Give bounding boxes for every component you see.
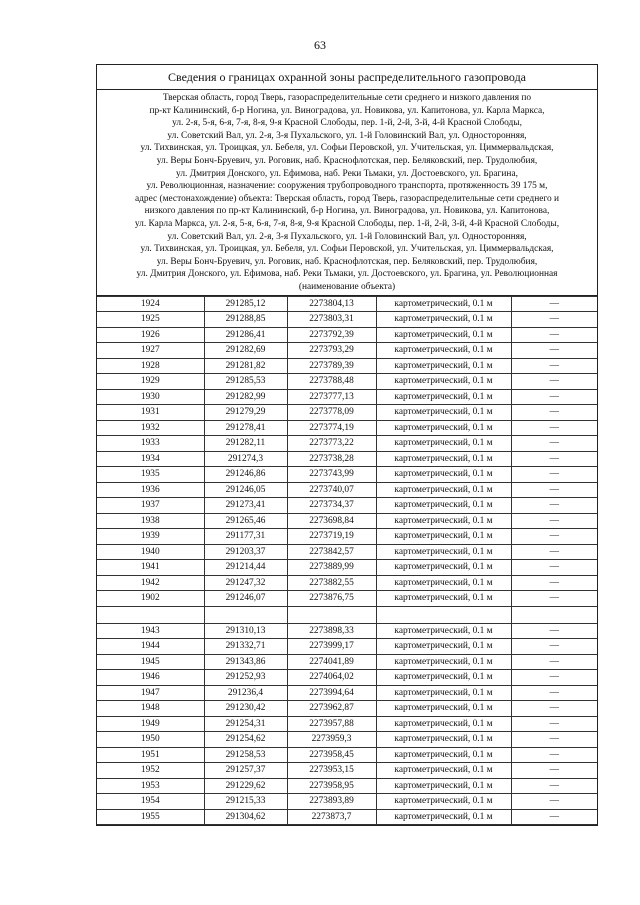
- method-cell: картометрический, 0.1 м: [376, 763, 511, 779]
- dash-cell: —: [511, 670, 597, 686]
- method-cell: картометрический, 0.1 м: [376, 529, 511, 545]
- point-number-cell: 1935: [97, 467, 204, 483]
- y-coordinate-cell: 2273882,55: [287, 575, 376, 591]
- dash-cell: —: [511, 482, 597, 498]
- point-number-cell: 1925: [97, 312, 204, 328]
- dash-cell: —: [511, 405, 597, 421]
- y-coordinate-cell: 2273774,19: [287, 420, 376, 436]
- table-row: [97, 747, 597, 763]
- point-number-cell: 1902: [97, 591, 204, 607]
- y-coordinate-cell: 2273734,37: [287, 498, 376, 514]
- x-coordinate-cell: 291282,69: [204, 343, 287, 359]
- table-row: [97, 405, 597, 421]
- description-line: ул. Тихвинская, ул. Троицкая, ул. Бебеля, ул. Софьи Перовской, ул. Учительская, ул. Циммервальдская,: [140, 143, 554, 154]
- x-coordinate-cell: 291285,53: [204, 374, 287, 390]
- x-coordinate-cell: 291247,32: [204, 575, 287, 591]
- y-coordinate-cell: 2274064,02: [287, 670, 376, 686]
- dash-cell: —: [511, 343, 597, 359]
- x-coordinate-cell: 291229,62: [204, 778, 287, 794]
- x-coordinate-cell: 291258,53: [204, 747, 287, 763]
- table-row: [97, 575, 597, 591]
- x-coordinate-cell: 291282,11: [204, 436, 287, 452]
- table-row: [97, 639, 597, 655]
- method-cell: картометрический, 0.1 м: [376, 327, 511, 343]
- dash-cell: —: [511, 685, 597, 701]
- description-line: ул. Веры Бонч-Бруевич, ул. Роговик, наб. Краснофлотская, пер. Беляковский, пер. Трудолюбия,: [156, 256, 538, 267]
- method-cell: картометрический, 0.1 м: [376, 701, 511, 717]
- point-number-cell: 1929: [97, 374, 204, 390]
- point-number-cell: 1946: [97, 670, 204, 686]
- table-row: [97, 529, 597, 545]
- x-coordinate-cell: 291254,62: [204, 732, 287, 748]
- table-row: [97, 389, 597, 405]
- table-row: [97, 343, 597, 359]
- x-coordinate-cell: 291286,41: [204, 327, 287, 343]
- dash-cell: —: [511, 763, 597, 779]
- y-coordinate-cell: 2273962,87: [287, 701, 376, 717]
- point-number-cell: 1937: [97, 498, 204, 514]
- method-cell: картометрический, 0.1 м: [376, 405, 511, 421]
- x-coordinate-cell: 291265,46: [204, 513, 287, 529]
- y-coordinate-cell: 2273793,29: [287, 343, 376, 359]
- empty-cell: [511, 606, 597, 623]
- table-row: [97, 327, 597, 343]
- point-number-cell: 1934: [97, 451, 204, 467]
- table-row: [97, 544, 597, 560]
- object-description: [97, 90, 597, 296]
- point-number-cell: 1933: [97, 436, 204, 452]
- description-line: ул. Карла Маркса, ул. 2-я, 5-я, 6-я, 7-я, 8-я, 9-я Красной Слободы, пер. 1-й, 2-й, 3-й, 4-й Красной Слободы,: [134, 218, 560, 229]
- y-coordinate-cell: 2273719,19: [287, 529, 376, 545]
- y-coordinate-cell: 2273803,31: [287, 312, 376, 328]
- table-row: [97, 606, 597, 623]
- x-coordinate-cell: 291332,71: [204, 639, 287, 655]
- y-coordinate-cell: 2273958,95: [287, 778, 376, 794]
- method-cell: картометрический, 0.1 м: [376, 513, 511, 529]
- dash-cell: —: [511, 623, 597, 639]
- x-coordinate-cell: 291252,93: [204, 670, 287, 686]
- point-number-cell: 1932: [97, 420, 204, 436]
- y-coordinate-cell: 2273957,88: [287, 716, 376, 732]
- point-number-cell: 1952: [97, 763, 204, 779]
- point-number-cell: 1930: [97, 389, 204, 405]
- point-number-cell: 1944: [97, 639, 204, 655]
- description-line: адрес (местонахождение) объекта: Тверская область, город Тверь, газораспределительные сети среднего и: [134, 193, 560, 204]
- y-coordinate-cell: 2273792,39: [287, 327, 376, 343]
- method-cell: картометрический, 0.1 м: [376, 358, 511, 374]
- table-row: [97, 685, 597, 701]
- table-row: [97, 560, 597, 576]
- y-coordinate-cell: 2273777,13: [287, 389, 376, 405]
- method-cell: картометрический, 0.1 м: [376, 747, 511, 763]
- empty-cell: [204, 606, 287, 623]
- x-coordinate-cell: 291274,3: [204, 451, 287, 467]
- dash-cell: —: [511, 809, 597, 825]
- method-cell: картометрический, 0.1 м: [376, 778, 511, 794]
- y-coordinate-cell: 2273893,89: [287, 794, 376, 810]
- point-number-cell: 1953: [97, 778, 204, 794]
- empty-cell: [376, 606, 511, 623]
- dash-cell: —: [511, 654, 597, 670]
- description-line: ул. Тихвинская, ул. Троицкая, ул. Бебеля, ул. Софьи Перовской, ул. Учительская, ул. Циммервальдская,: [140, 244, 554, 255]
- table-row: [97, 482, 597, 498]
- point-number-cell: 1948: [97, 701, 204, 717]
- x-coordinate-cell: 291343,86: [204, 654, 287, 670]
- empty-cell: [287, 606, 376, 623]
- y-coordinate-cell: 2273698,84: [287, 513, 376, 529]
- x-coordinate-cell: 291279,29: [204, 405, 287, 421]
- y-coordinate-cell: 2273773,22: [287, 436, 376, 452]
- description-line: пр-кт Калининский, б-р Ногина, ул. Виноградова, ул. Новикова, ул. Капитонова, ул. Карла Маркса,: [149, 105, 545, 116]
- table-row: [97, 358, 597, 374]
- table-row: [97, 436, 597, 452]
- y-coordinate-cell: 2273876,75: [287, 591, 376, 607]
- point-number-cell: 1947: [97, 685, 204, 701]
- table-row: [97, 701, 597, 717]
- document-frame: [96, 64, 598, 826]
- y-coordinate-cell: 2273804,13: [287, 296, 376, 312]
- method-cell: картометрический, 0.1 м: [376, 575, 511, 591]
- x-coordinate-cell: 291273,41: [204, 498, 287, 514]
- x-coordinate-cell: 291310,13: [204, 623, 287, 639]
- dash-cell: —: [511, 436, 597, 452]
- y-coordinate-cell: 2273778,09: [287, 405, 376, 421]
- x-coordinate-cell: 291282,99: [204, 389, 287, 405]
- method-cell: картометрический, 0.1 м: [376, 451, 511, 467]
- y-coordinate-cell: 2273738,28: [287, 451, 376, 467]
- method-cell: картометрический, 0.1 м: [376, 654, 511, 670]
- dash-cell: —: [511, 498, 597, 514]
- table-row: [97, 654, 597, 670]
- x-coordinate-cell: 291285,12: [204, 296, 287, 312]
- method-cell: картометрический, 0.1 м: [376, 296, 511, 312]
- method-cell: картометрический, 0.1 м: [376, 312, 511, 328]
- table-row: [97, 296, 597, 312]
- dash-cell: —: [511, 420, 597, 436]
- point-number-cell: 1927: [97, 343, 204, 359]
- dash-cell: —: [511, 327, 597, 343]
- dash-cell: —: [511, 778, 597, 794]
- table-row: [97, 420, 597, 436]
- page-number: 63: [314, 38, 326, 52]
- description-line: ул. Дмитрия Донского, ул. Ефимова, наб. Реки Тьмаки, ул. Достоевского, ул. Брагина, ул. Революционная: [136, 269, 558, 280]
- y-coordinate-cell: 2273743,99: [287, 467, 376, 483]
- object-name-caption: (наименование объекта): [298, 281, 396, 292]
- x-coordinate-cell: 291230,42: [204, 701, 287, 717]
- dash-cell: —: [511, 544, 597, 560]
- point-number-cell: 1955: [97, 809, 204, 825]
- y-coordinate-cell: 2273994,64: [287, 685, 376, 701]
- coordinates-table: [97, 296, 597, 826]
- point-number-cell: 1931: [97, 405, 204, 421]
- method-cell: картометрический, 0.1 м: [376, 498, 511, 514]
- description-line: ул. 2-я, 5-я, 6-я, 7-я, 8-я, 9-я Красной Слободы, пер. 1-й, 2-й, 3-й, 4-й Красной Слободы,: [172, 118, 522, 129]
- method-cell: картометрический, 0.1 м: [376, 670, 511, 686]
- dash-cell: —: [511, 575, 597, 591]
- dash-cell: —: [511, 716, 597, 732]
- document-title: Сведения о границах охранной зоны распределительного газопровода: [97, 65, 597, 90]
- table-row: [97, 670, 597, 686]
- description-line: ул. Советский Вал, ул. 2-я, 3-я Пухальского, ул. 1-й Головинский Вал, ул. Односторонняя,: [167, 130, 527, 141]
- x-coordinate-cell: 291177,31: [204, 529, 287, 545]
- description-line: низкого давления по пр-кт Калининский, б-р Ногина, ул. Виноградова, ул. Новикова, ул. Капитонова,: [144, 206, 550, 217]
- table-row: [97, 451, 597, 467]
- point-number-cell: 1950: [97, 732, 204, 748]
- x-coordinate-cell: 291278,41: [204, 420, 287, 436]
- x-coordinate-cell: 291203,37: [204, 544, 287, 560]
- y-coordinate-cell: 2273740,07: [287, 482, 376, 498]
- table-row: [97, 467, 597, 483]
- x-coordinate-cell: 291214,44: [204, 560, 287, 576]
- method-cell: картометрический, 0.1 м: [376, 544, 511, 560]
- table-row: [97, 732, 597, 748]
- point-number-cell: 1949: [97, 716, 204, 732]
- dash-cell: —: [511, 529, 597, 545]
- dash-cell: —: [511, 560, 597, 576]
- dash-cell: —: [511, 312, 597, 328]
- table-row: [97, 312, 597, 328]
- point-number-cell: 1942: [97, 575, 204, 591]
- point-number-cell: 1928: [97, 358, 204, 374]
- method-cell: картометрический, 0.1 м: [376, 623, 511, 639]
- y-coordinate-cell: 2274041,89: [287, 654, 376, 670]
- y-coordinate-cell: 2273898,33: [287, 623, 376, 639]
- description-line: Тверская область, город Тверь, газораспределительные сети среднего и низкого давления по: [162, 93, 532, 103]
- point-number-cell: 1951: [97, 747, 204, 763]
- point-number-cell: 1938: [97, 513, 204, 529]
- method-cell: картометрический, 0.1 м: [376, 467, 511, 483]
- point-number-cell: 1940: [97, 544, 204, 560]
- point-number-cell: 1941: [97, 560, 204, 576]
- dash-cell: —: [511, 389, 597, 405]
- dash-cell: —: [511, 701, 597, 717]
- point-number-cell: 1939: [97, 529, 204, 545]
- point-number-cell: 1926: [97, 327, 204, 343]
- x-coordinate-cell: 291254,31: [204, 716, 287, 732]
- method-cell: картометрический, 0.1 м: [376, 685, 511, 701]
- method-cell: картометрический, 0.1 м: [376, 591, 511, 607]
- method-cell: картометрический, 0.1 м: [376, 560, 511, 576]
- table-row: [97, 374, 597, 390]
- method-cell: картометрический, 0.1 м: [376, 389, 511, 405]
- x-coordinate-cell: 291215,33: [204, 794, 287, 810]
- method-cell: картометрический, 0.1 м: [376, 374, 511, 390]
- y-coordinate-cell: 2273958,45: [287, 747, 376, 763]
- method-cell: картометрический, 0.1 м: [376, 420, 511, 436]
- table-row: [97, 778, 597, 794]
- table-row: [97, 498, 597, 514]
- x-coordinate-cell: 291304,62: [204, 809, 287, 825]
- point-number-cell: 1943: [97, 623, 204, 639]
- y-coordinate-cell: 2273889,99: [287, 560, 376, 576]
- method-cell: картометрический, 0.1 м: [376, 809, 511, 825]
- point-number-cell: 1924: [97, 296, 204, 312]
- point-number-cell: 1954: [97, 794, 204, 810]
- x-coordinate-cell: 291236,4: [204, 685, 287, 701]
- dash-cell: —: [511, 732, 597, 748]
- dash-cell: —: [511, 747, 597, 763]
- table-row: [97, 513, 597, 529]
- description-line: ул. Революционная, назначение: сооружения трубопроводного транспорта, протяженность 39 175 м,: [146, 181, 548, 192]
- table-row: [97, 591, 597, 607]
- table-row: [97, 716, 597, 732]
- y-coordinate-cell: 2273999,17: [287, 639, 376, 655]
- method-cell: картометрический, 0.1 м: [376, 482, 511, 498]
- y-coordinate-cell: 2273788,48: [287, 374, 376, 390]
- y-coordinate-cell: 2273842,57: [287, 544, 376, 560]
- dash-cell: —: [511, 451, 597, 467]
- description-line: ул. Советский Вал, ул. 2-я, 3-я Пухальского, ул. 1-й Головинский Вал, ул. Односторонняя,: [167, 231, 527, 242]
- y-coordinate-cell: 2273953,15: [287, 763, 376, 779]
- x-coordinate-cell: 291281,82: [204, 358, 287, 374]
- dash-cell: —: [511, 794, 597, 810]
- y-coordinate-cell: 2273873,7: [287, 809, 376, 825]
- x-coordinate-cell: 291288,85: [204, 312, 287, 328]
- point-number-cell: 1945: [97, 654, 204, 670]
- x-coordinate-cell: 291246,07: [204, 591, 287, 607]
- method-cell: картометрический, 0.1 м: [376, 343, 511, 359]
- dash-cell: —: [511, 296, 597, 312]
- dash-cell: —: [511, 639, 597, 655]
- dash-cell: —: [511, 358, 597, 374]
- description-line: ул. Дмитрия Донского, ул. Ефимова, наб. Реки Тьмаки, ул. Достоевского, ул. Брагина,: [176, 168, 518, 179]
- dash-cell: —: [511, 374, 597, 390]
- method-cell: картометрический, 0.1 м: [376, 436, 511, 452]
- method-cell: картометрический, 0.1 м: [376, 716, 511, 732]
- table-row: [97, 763, 597, 779]
- method-cell: картометрический, 0.1 м: [376, 794, 511, 810]
- x-coordinate-cell: 291246,86: [204, 467, 287, 483]
- point-number-cell: 1936: [97, 482, 204, 498]
- method-cell: картометрический, 0.1 м: [376, 639, 511, 655]
- dash-cell: —: [511, 591, 597, 607]
- y-coordinate-cell: 2273959,3: [287, 732, 376, 748]
- x-coordinate-cell: 291246,05: [204, 482, 287, 498]
- table-row: [97, 794, 597, 810]
- y-coordinate-cell: 2273789,39: [287, 358, 376, 374]
- table-row: [97, 623, 597, 639]
- table-row: [97, 809, 597, 825]
- method-cell: картометрический, 0.1 м: [376, 732, 511, 748]
- empty-cell: [97, 606, 204, 623]
- dash-cell: —: [511, 513, 597, 529]
- description-line: ул. Веры Бонч-Бруевич, ул. Роговик, наб. Краснофлотская, пер. Беляковский, пер. Трудолюбия,: [156, 155, 538, 166]
- dash-cell: —: [511, 467, 597, 483]
- x-coordinate-cell: 291257,37: [204, 763, 287, 779]
